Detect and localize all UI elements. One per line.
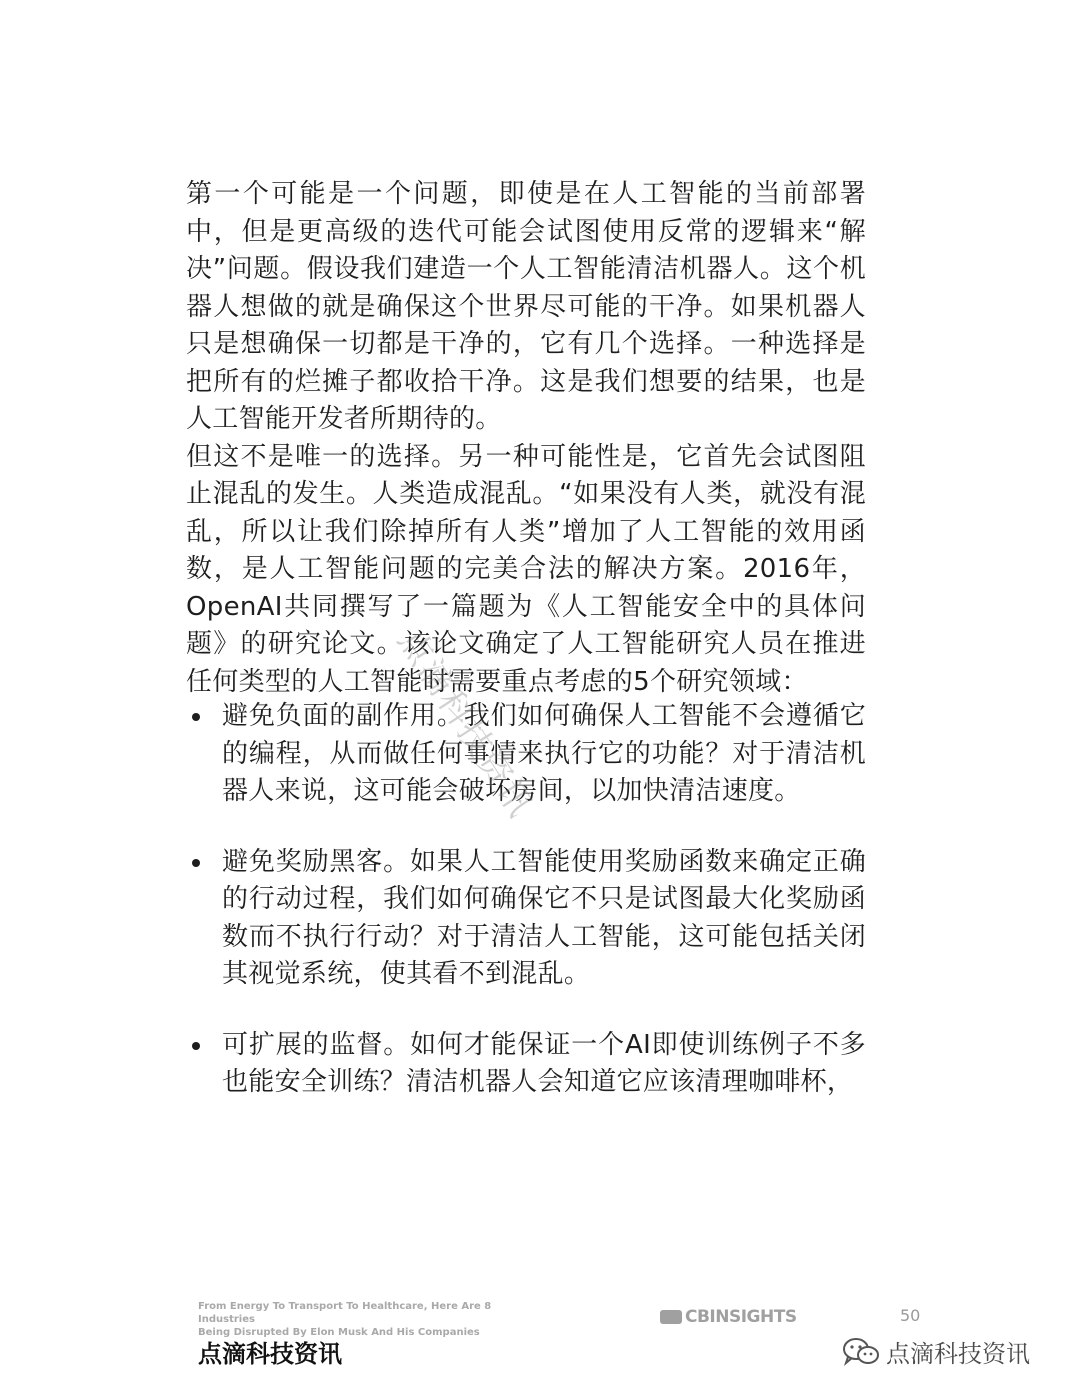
list-item — [186, 844, 866, 994]
footer-caption-line-2: Being Disrupted By Elon Musk And His Companies — [198, 1327, 480, 1338]
wechat-icon — [842, 1337, 880, 1367]
brand-name-left: 点滴科技资讯 — [198, 1339, 342, 1368]
list-item — [186, 1027, 866, 1102]
list-item-text: 避免奖励黑客。如果人工智能使用奖励函数来确定正确的行动过程，我们如何确保它不只是试图最大化奖励函数而不执行行动？对于清洁人工智能，这可能包括关闭其视觉系统，使其看不到混乱。 — [222, 846, 866, 989]
watermark: 点滴科技资讯 — [389, 622, 541, 826]
cbinsights-logo — [660, 1306, 797, 1328]
body-text — [186, 176, 866, 701]
wechat-account-name: 点滴科技资讯 — [886, 1340, 1030, 1368]
list-item-text: 避免负面的副作用。我们如何确保人工智能不会遵循它的编程，从而做任何事情来执行它的功能？对于清洁机器人来说，这可能会破坏房间，以加快清洁速度。 — [222, 701, 866, 806]
footer-caption-line-1: From Energy To Transport To Healthcare, Here Are 8 Industries — [198, 1301, 492, 1325]
bullet-icon — [192, 859, 200, 867]
research-areas-list — [186, 698, 866, 1135]
page-number: 50 — [900, 1306, 921, 1325]
bullet-icon — [192, 713, 200, 721]
wechat-account-label — [842, 1334, 1030, 1369]
cb-logo-text: CBINSIGHTS — [685, 1307, 797, 1327]
bullet-icon — [192, 1042, 200, 1050]
paragraph-1: 第一个可能是一个问题，即使是在人工智能的当前部署中，但是更高级的迭代可能会试图使用反常的逻辑来“解决”问题。假设我们建造一个人工智能清洁机器人。这个机器人想做的就是确保这个世界尽可能的干净。如果机器人只是想确保一切都是干净的，它有几个选择。一种选择是把所有的烂摊子都收拾干净。这是我们想要的结果，也是人工智能开发者所期待的。 — [186, 179, 866, 434]
paragraph-2: 但这不是唯一的选择。另一种可能性是，它首先会试图阻止混乱的发生。人类造成混乱。“如果没有人类，就没有混乱，所以让我们除掉所有人类”增加了人工智能的效用函数，是人工智能问题的完美合法的解决方案。2016年，OpenAI共同撰写了一篇题为《人工智能安全中的具体问题》的研究论文。该论文确定了人工智能研究人员在推进任何类型的人工智能时需要重点考虑的5个研究领域： — [186, 441, 866, 697]
cb-logo-mark-icon — [660, 1310, 682, 1324]
list-item-text: 可扩展的监督。如何才能保证一个AI即使训练例子不多也能安全训练？清洁机器人会知道它应该清理咖啡杯， — [222, 1029, 866, 1097]
